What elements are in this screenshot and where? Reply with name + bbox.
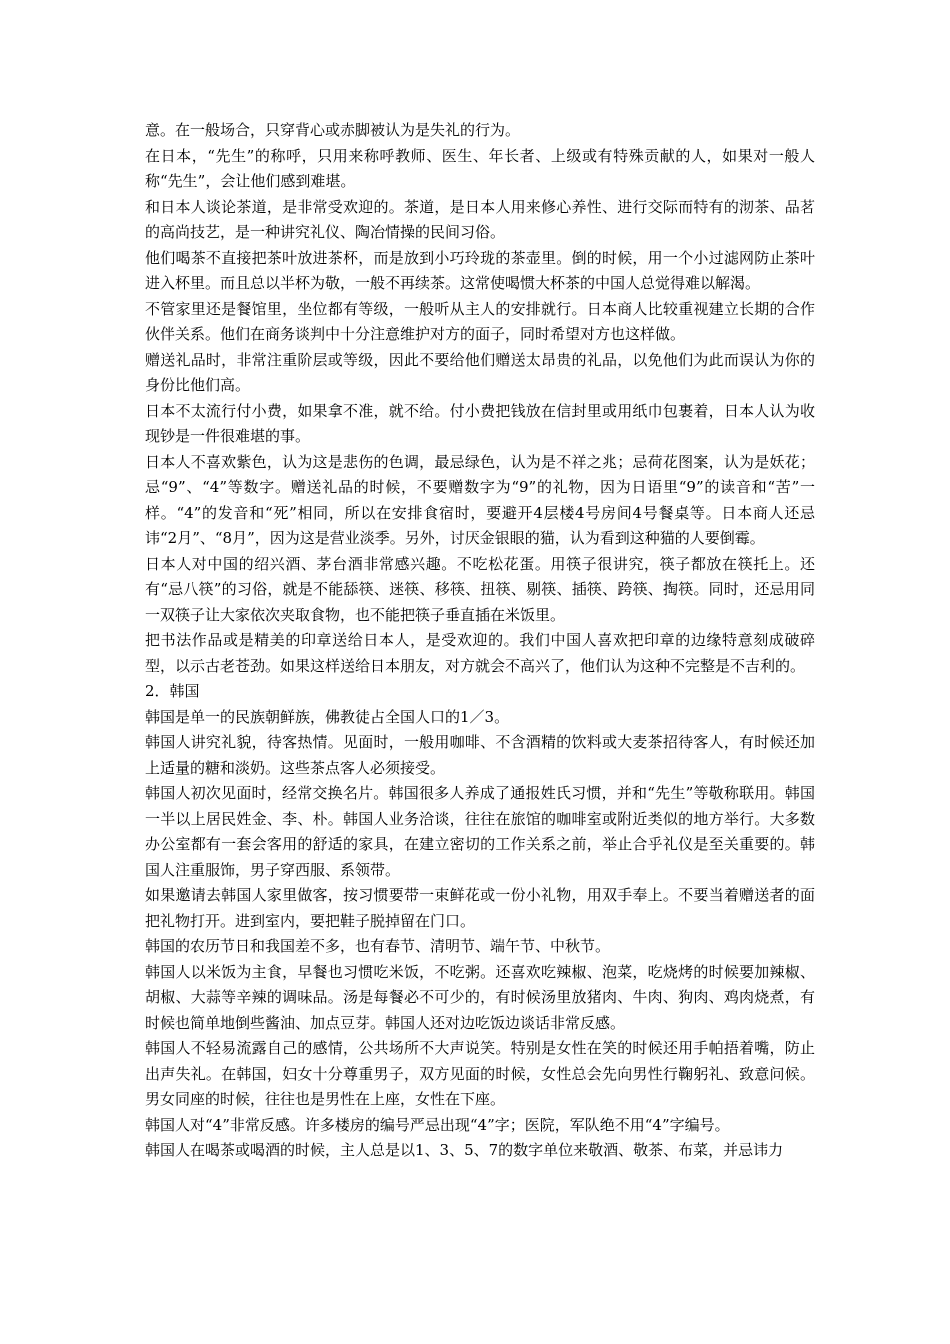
paragraph: 日本人对中国的绍兴酒、茅台酒非常感兴趣。不吃松花蛋。用筷子很讲究，筷子都放在筷托上。还有“忌八筷”的习俗，就是不能舔筷、迷筷、移筷、扭筷、剔筷、插筷、跨筷、掏筷。同时，还忌用同一双筷子让大家依次夹取食物，也不能把筷子垂直插在米饭里。: [145, 554, 815, 624]
paragraph: 日本不太流行付小费，如果拿不准，就不给。付小费把钱放在信封里或用纸巾包裹着，日本人认为收现钞是一件很难堪的事。: [145, 401, 815, 445]
paragraph: 韩国人以米饭为主食，早餐也习惯吃米饭，不吃粥。还喜欢吃辣椒、泡菜，吃烧烤的时候要加辣椒、胡椒、大蒜等辛辣的调味品。汤是每餐必不可少的，有时候汤里放猪肉、牛肉、狗肉、鸡肉烧煮，有时候也简单地倒些酱油、加点豆芽。韩国人还对边吃饭边谈话非常反感。: [145, 962, 815, 1032]
paragraph: 韩国人初次见面时，经常交换名片。韩国很多人养成了通报姓氏习惯，并和“先生”等敬称联用。韩国一半以上居民姓金、李、朴。韩国人业务洽谈，往往在旅馆的咖啡室或附近类似的地方举行。大多数办公室都有一套会客用的舒适的家具，在建立密切的工作关系之前，举止合乎礼仪是至关重要的。韩国人注重服饰，男子穿西服、系领带。: [145, 784, 815, 879]
document-page: [145, 118, 815, 1164]
paragraph: 如果邀请去韩国人家里做客，按习惯要带一束鲜花或一份小礼物，用双手奉上。不要当着赠送者的面把礼物打开。进到室内，要把鞋子脱掉留在门口。: [145, 886, 815, 930]
paragraph: 韩国的农历节日和我国差不多，也有春节、清明节、端午节、中秋节。: [145, 937, 611, 955]
paragraph: 赠送礼品时，非常注重阶层或等级，因此不要给他们赠送太昂贵的礼品，以免他们为此而误认为你的身份比他们高。: [145, 350, 815, 394]
paragraph: 韩国人在喝茶或喝酒的时候，主人总是以1、3、5、7的数字单位来敬酒、敬茶、布菜，并忌讳力: [145, 1141, 784, 1159]
section-heading: 2．韩国: [145, 682, 200, 700]
paragraph: 他们喝茶不直接把茶叶放进茶杯，而是放到小巧玲珑的茶壶里。倒的时候，用一个小过滤网防止茶叶进入杯里。而且总以半杯为敬，一般不再续茶。这常使喝惯大杯茶的中国人总觉得难以解渴。: [145, 248, 815, 292]
paragraph: 不管家里还是餐馆里，坐位都有等级，一般听从主人的安排就行。日本商人比较重视建立长期的合作伙伴关系。他们在商务谈判中十分注意维护对方的面子，同时希望对方也这样做。: [145, 299, 815, 343]
paragraph: 韩国人对“4”非常反感。许多楼房的编号严忌出现“4”字；医院，军队绝不用“4”字编号。: [145, 1115, 730, 1134]
paragraph: 韩国是单一的民族朝鲜族，佛教徒占全国人口的1／3。: [145, 707, 510, 726]
paragraph: 把书法作品或是精美的印章送给日本人，是受欢迎的。我们中国人喜欢把印章的边缘特意刻成破碎型，以示古老苍劲。如果这样送给日本朋友，对方就会不高兴了，他们认为这种不完整是不吉利的。: [145, 631, 815, 675]
paragraph: 日本人不喜欢紫色，认为这是悲伤的色调，最忌绿色，认为是不祥之兆；忌荷花图案，认为是妖花；忌“9”、“4”等数字。赠送礼品的时候，不要赠数字为“9”的礼物，因为日语里“9”的读音和“苦”一样。“4”的发音和“死”相同，所以在安排食宿时，要避开4层楼4号房间4号餐桌等。日本商人还忌讳“2月”、“8月”，因为这是营业淡季。另外，讨厌金银眼的猫，认为看到这种猫的人要倒霉。: [145, 452, 815, 547]
paragraph: 在日本，“先生”的称呼，只用来称呼教师、医生、年长者、上级或有特殊贡献的人，如果对一般人称“先生”，会让他们感到难堪。: [145, 146, 815, 190]
paragraph: 韩国人讲究礼貌，待客热情。见面时，一般用咖啡、不含酒精的饮料或大麦茶招待客人，有时候还加上适量的糖和淡奶。这些茶点客人必须接受。: [145, 733, 815, 777]
paragraph: 和日本人谈论茶道，是非常受欢迎的。茶道，是日本人用来修心养性、进行交际而特有的沏茶、品茗的高尚技艺，是一种讲究礼仪、陶冶情操的民间习俗。: [145, 197, 815, 241]
paragraph: 意。在一般场合，只穿背心或赤脚被认为是失礼的行为。: [145, 121, 521, 139]
paragraph: 韩国人不轻易流露自己的感情，公共场所不大声说笑。特别是女性在笑的时候还用手帕捂着嘴，防止出声失礼。在韩国，妇女十分尊重男子，双方见面的时候，女性总会先向男性行鞠躬礼、致意问候。男女同座的时候，往往也是男性在上座，女性在下座。: [145, 1039, 815, 1108]
